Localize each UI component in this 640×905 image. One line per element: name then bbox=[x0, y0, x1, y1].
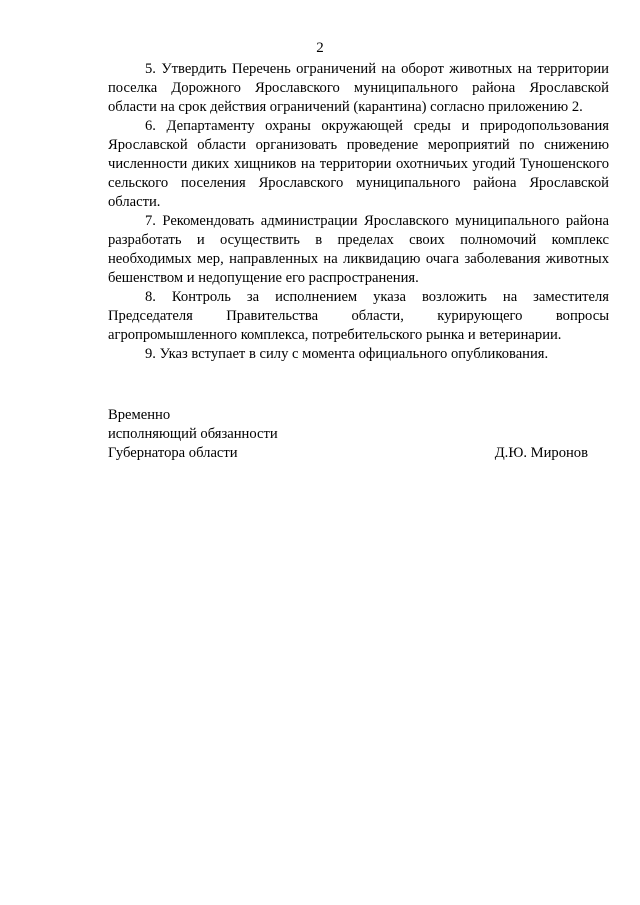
signature-title-line-2: исполняющий обязанности bbox=[108, 426, 278, 442]
paragraph-7: 7. Рекомендовать администрации Ярославского муниципального района разработать и осуществить в пределах своих полномочий комплекс необходимых мер, направленных на ликвидацию очага заболевания животных бешенством и недопущение его распространения. bbox=[108, 213, 609, 286]
paragraph-9: 9. Указ вступает в силу с момента официального опубликования. bbox=[145, 346, 549, 362]
signature-title-line-3: Губернатора области bbox=[108, 445, 238, 461]
signature-title-line-1: Временно bbox=[108, 407, 171, 423]
signatory-name: Д.Ю. Миронов bbox=[494, 445, 588, 461]
decree-body bbox=[108, 60, 609, 364]
page-number: 2 bbox=[316, 40, 324, 56]
paragraph-6: 6. Департаменту охраны окружающей среды и природопользования Ярославской области организовать проведение мероприятий по снижению численности диких хищников на территории охотничьих угодий Туношенского сельского поселения Ярославского муниципального района Ярославской области. bbox=[108, 118, 609, 210]
paragraph-5: 5. Утвердить Перечень ограничений на оборот животных на территории поселка Дорожного Ярославского муниципального района Ярославской области на срок действия ограничений (карантина) согласно приложению 2. bbox=[108, 61, 609, 115]
signature-block bbox=[108, 406, 588, 463]
paragraph-8: 8. Контроль за исполнением указа возложить на заместителя Председателя Правительства области, курирующего вопросы агропромышленного комплекса, потребительского рынка и ветеринарии. bbox=[108, 289, 609, 343]
